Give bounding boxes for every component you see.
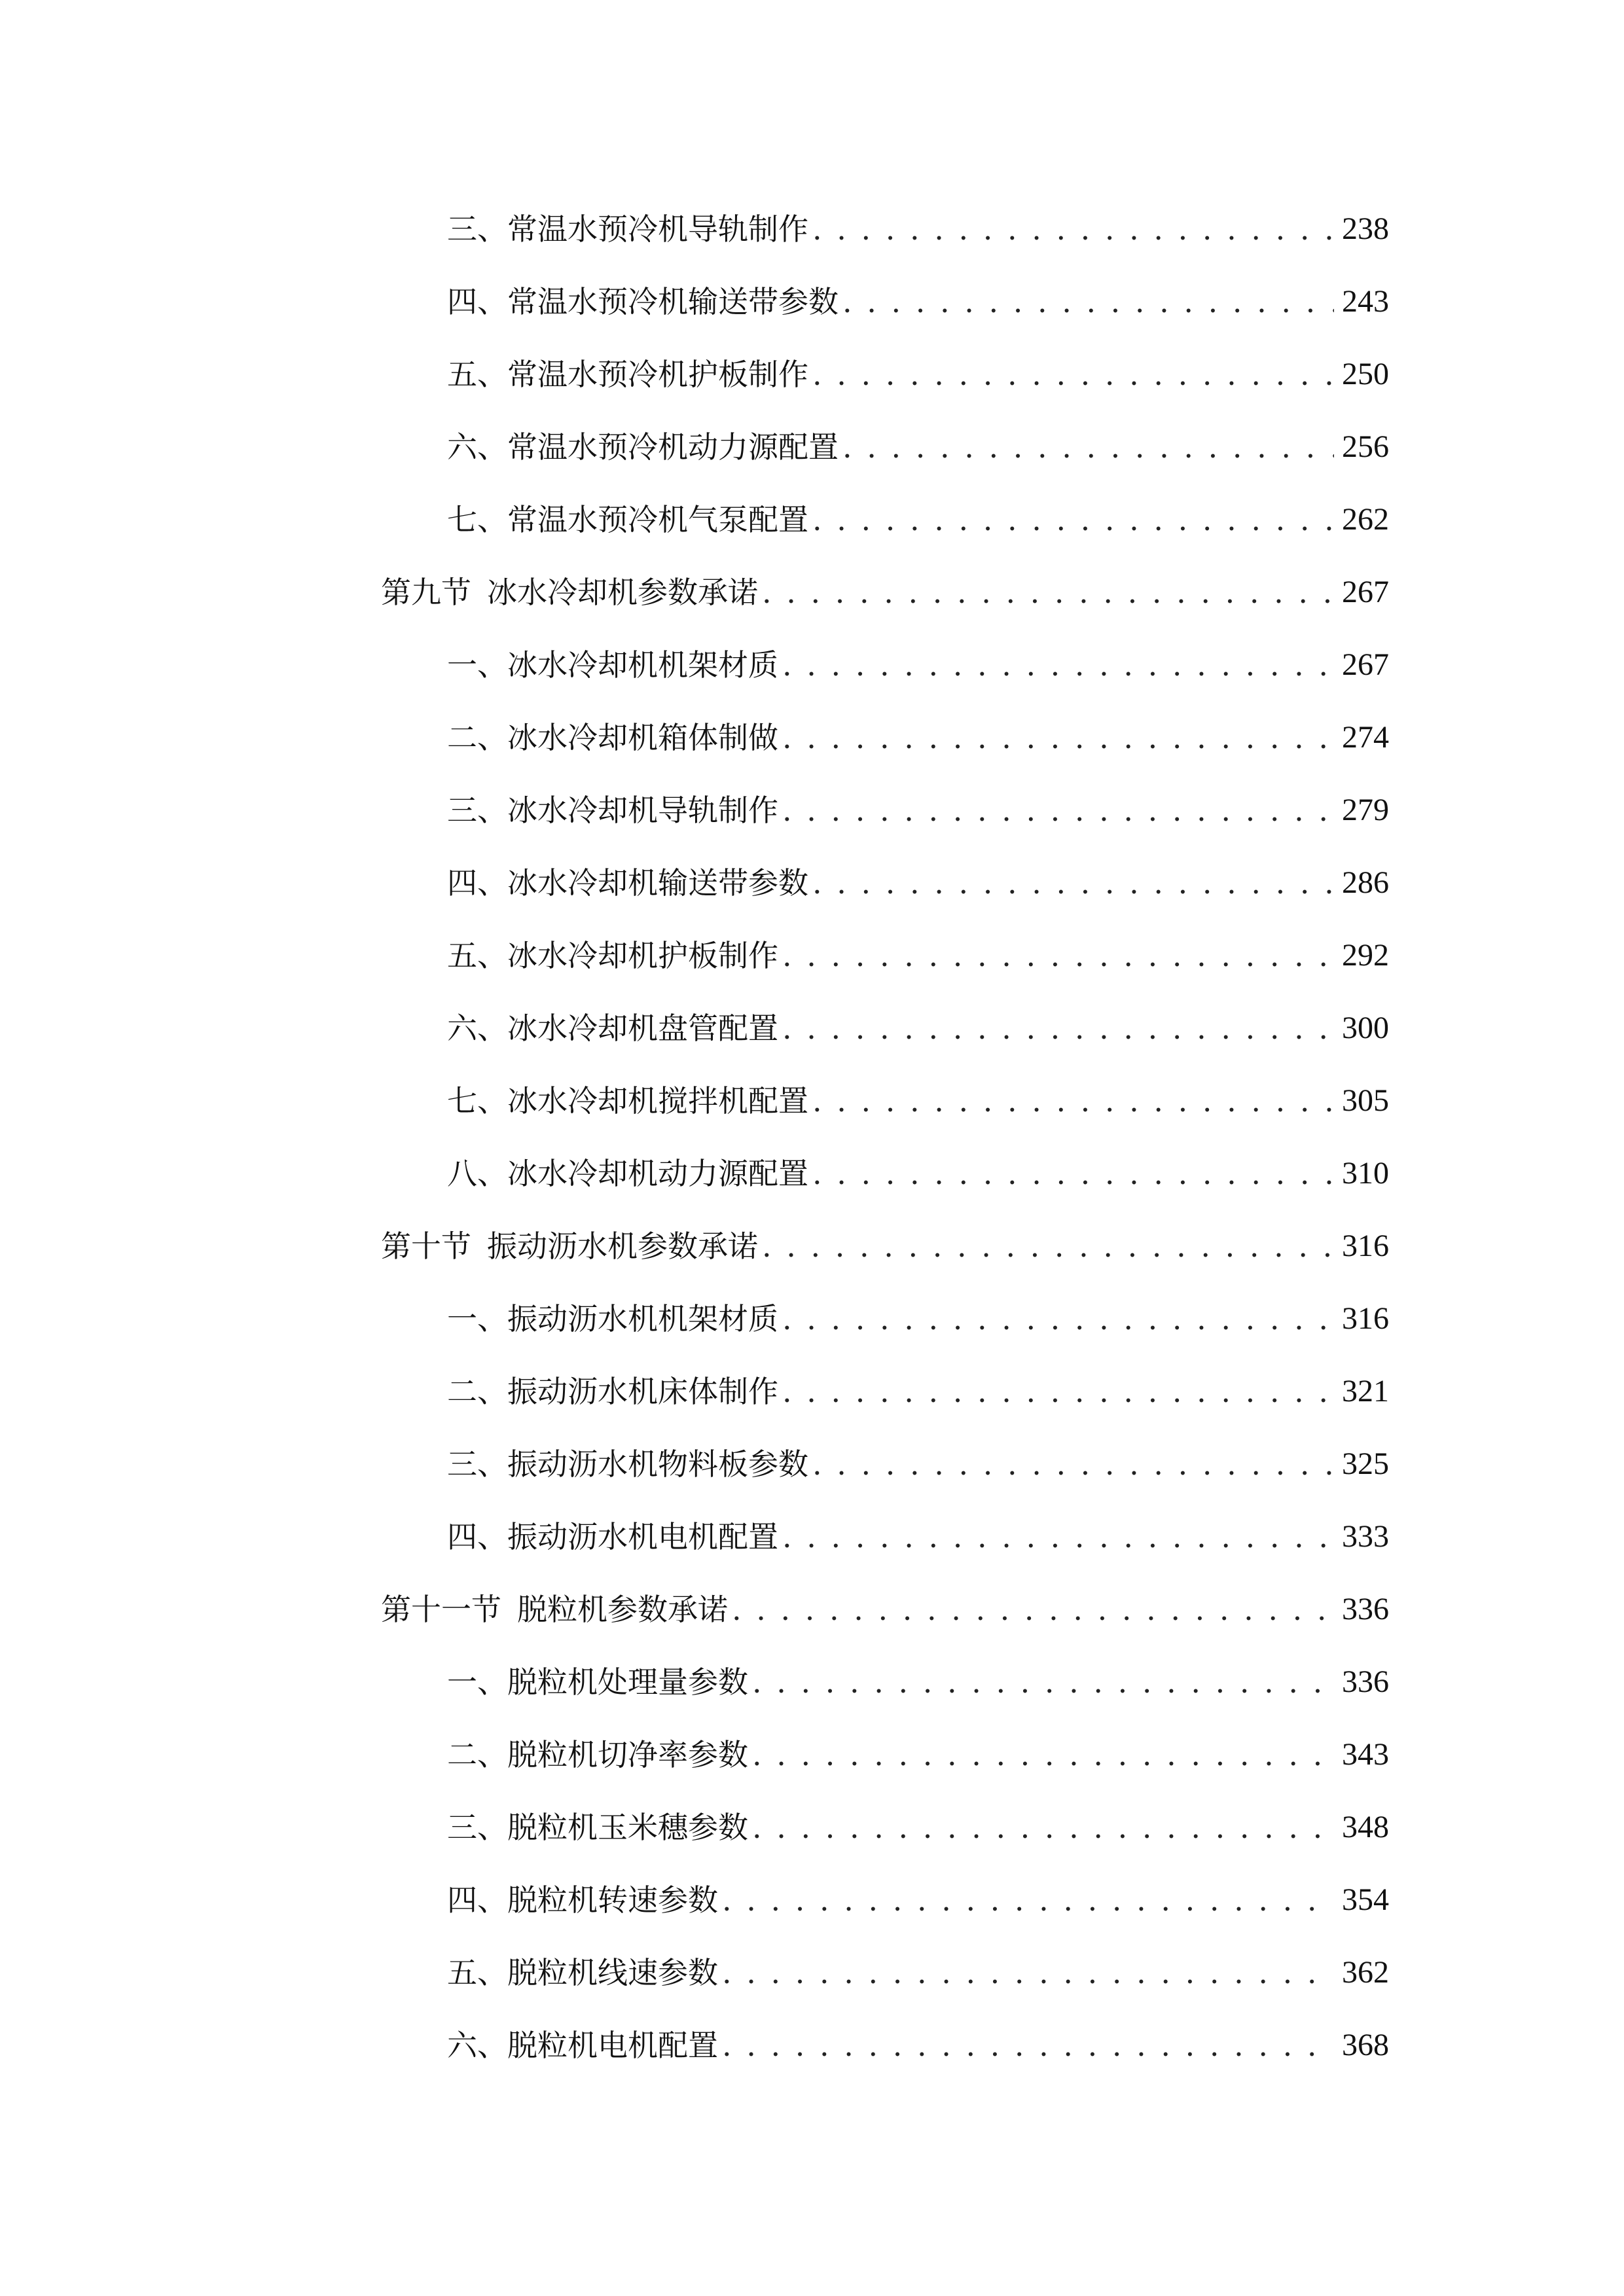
toc-entry-title: 振动沥水机机架材质 (507, 1301, 778, 1336)
toc-entry-number: 六、 (447, 429, 507, 465)
dot-leader (782, 715, 1334, 761)
toc-entry-number: 三、 (447, 1446, 507, 1482)
toc-subsection-entry[interactable] (447, 279, 1389, 325)
toc-section-entry[interactable] (381, 569, 1389, 615)
dot-leader (782, 1514, 1334, 1560)
toc-entry-number: 第十一节 (381, 1592, 501, 1627)
toc-entry-number: 二、 (447, 720, 507, 755)
dot-leader (782, 1296, 1334, 1342)
toc-entry-number: 第九节 (381, 575, 471, 610)
toc-entry-title: 脱粒机电机配置 (507, 2028, 718, 2063)
toc-entry-page: 256 (1342, 429, 1389, 464)
toc-subsection-entry[interactable] (447, 1369, 1389, 1414)
toc-entry-number: 五、 (447, 1955, 507, 1990)
toc-entry-number: 一、 (447, 1301, 507, 1336)
toc-entry-title: 脱粒机线速参数 (507, 1955, 718, 1990)
toc-entry-number: 四、 (447, 865, 507, 901)
toc-entry-title: 振动沥水机电机配置 (507, 1519, 778, 1554)
toc-entry-number: 六、 (447, 1011, 507, 1046)
toc-entry-page: 250 (1342, 357, 1389, 391)
toc-subsection-entry[interactable] (447, 787, 1389, 833)
toc-entry-page: 267 (1342, 647, 1389, 682)
dot-leader (812, 1151, 1334, 1196)
toc-subsection-entry[interactable] (447, 1659, 1389, 1705)
toc-entry-page: 368 (1342, 2028, 1389, 2062)
toc-entry-page: 305 (1342, 1083, 1389, 1118)
dot-leader (782, 1005, 1334, 1051)
toc-subsection-entry[interactable] (447, 1005, 1389, 1051)
toc-entry-page: 279 (1342, 793, 1389, 827)
toc-entry-title: 常温水预冷机动力源配置 (507, 429, 839, 465)
toc-subsection-entry[interactable] (447, 1732, 1389, 1778)
toc-entry-title: 脱粒机处理量参数 (507, 1664, 748, 1700)
dot-leader (812, 206, 1334, 252)
toc-subsection-entry[interactable] (447, 642, 1389, 688)
toc-subsection-entry[interactable] (447, 933, 1389, 978)
toc-entry-number: 三、 (447, 1810, 507, 1845)
toc-subsection-entry[interactable] (447, 1296, 1389, 1342)
toc-subsection-entry[interactable] (447, 1804, 1389, 1850)
toc-entry-title: 冰水冷却机输送带参数 (507, 865, 808, 901)
toc-subsection-entry[interactable] (447, 1078, 1389, 1124)
dot-leader (812, 497, 1334, 543)
toc-entry-number: 三、 (447, 211, 507, 247)
toc-entry-page: 286 (1342, 865, 1389, 900)
dot-leader (812, 860, 1334, 906)
dot-leader (732, 1587, 1334, 1632)
toc-subsection-entry[interactable] (447, 2022, 1389, 2068)
toc-entry-title: 脱粒机切净率参数 (507, 1737, 748, 1772)
toc-entry-title: 冰水冷却机箱体制做 (507, 720, 778, 755)
toc-entry-number: 五、 (447, 357, 507, 392)
toc-entry-page: 243 (1342, 284, 1389, 319)
toc-entry-title: 脱粒机转速参数 (507, 1882, 718, 1918)
toc-entry-title: 振动沥水机物料板参数 (507, 1446, 808, 1482)
dot-leader (842, 424, 1334, 470)
toc-entry-page: 343 (1342, 1737, 1389, 1772)
toc-subsection-entry[interactable] (447, 1950, 1389, 1996)
toc-subsection-entry[interactable] (447, 1877, 1389, 1923)
toc-entry-number: 一、 (447, 1664, 507, 1700)
dot-leader (722, 1877, 1334, 1923)
toc-subsection-entry[interactable] (447, 1441, 1389, 1487)
toc-entry-title: 振动沥水机参数承诺 (487, 1229, 758, 1264)
toc-entry-title: 脱粒机参数承诺 (517, 1592, 728, 1627)
toc-entry-number: 四、 (447, 1519, 507, 1554)
dot-leader (782, 1369, 1334, 1414)
toc-subsection-entry[interactable] (447, 1514, 1389, 1560)
toc-subsection-entry[interactable] (447, 351, 1389, 397)
toc-entry-page: 274 (1342, 720, 1389, 755)
toc-entry-number: 七、 (447, 502, 507, 537)
toc-entry-title: 常温水预冷机气泵配置 (507, 502, 808, 537)
dot-leader (762, 1223, 1334, 1269)
toc-entry-page: 325 (1342, 1446, 1389, 1481)
toc-entry-page: 238 (1342, 211, 1389, 246)
toc-entry-page: 333 (1342, 1519, 1389, 1554)
toc-entry-page: 362 (1342, 1955, 1389, 1990)
toc-entry-title: 脱粒机玉米穗参数 (507, 1810, 748, 1845)
toc-entry-number: 七、 (447, 1083, 507, 1119)
dot-leader (812, 351, 1334, 397)
toc-entry-page: 316 (1342, 1229, 1389, 1263)
toc-entry-title: 冰水冷却机导轨制作 (507, 793, 778, 828)
toc-entry-number: 四、 (447, 284, 507, 319)
toc-entry-title: 常温水预冷机输送带参数 (507, 284, 839, 319)
toc-section-entry[interactable] (381, 1223, 1389, 1269)
dot-leader (762, 569, 1334, 615)
toc-entry-page: 292 (1342, 938, 1389, 973)
toc-entry-page: 310 (1342, 1156, 1389, 1191)
toc-entry-page: 336 (1342, 1664, 1389, 1699)
toc-entry-page: 300 (1342, 1011, 1389, 1045)
toc-entry-number: 一、 (447, 647, 507, 683)
toc-entry-number: 六、 (447, 2028, 507, 2063)
toc-entry-page: 348 (1342, 1810, 1389, 1844)
toc-entry-title: 常温水预冷机护板制作 (507, 357, 808, 392)
toc-subsection-entry[interactable] (447, 424, 1389, 470)
toc-entry-number: 第十节 (381, 1229, 471, 1264)
dot-leader (782, 933, 1334, 978)
toc-entry-number: 五、 (447, 938, 507, 973)
toc-entry-number: 四、 (447, 1882, 507, 1918)
toc-entry-title: 振动沥水机床体制作 (507, 1374, 778, 1409)
toc-entry-number: 二、 (447, 1737, 507, 1772)
dot-leader (752, 1732, 1334, 1778)
dot-leader (812, 1078, 1334, 1124)
dot-leader (722, 2022, 1334, 2068)
toc-section-entry[interactable] (381, 1587, 1389, 1632)
toc-subsection-entry[interactable] (447, 860, 1389, 906)
dot-leader (812, 1441, 1334, 1487)
dot-leader (752, 1659, 1334, 1705)
toc-entry-title: 冰水冷却机盘管配置 (507, 1011, 778, 1046)
toc-entry-number: 八、 (447, 1156, 507, 1191)
toc-entry-title: 冰水冷却机参数承诺 (487, 575, 758, 610)
toc-entry-title: 冰水冷却机机架材质 (507, 647, 778, 683)
dot-leader (782, 642, 1334, 688)
toc-entry-page: 262 (1342, 502, 1389, 537)
toc-subsection-entry[interactable] (447, 206, 1389, 252)
toc-entry-page: 336 (1342, 1592, 1389, 1626)
dot-leader (782, 787, 1334, 833)
toc-entry-title: 冰水冷却机搅拌机配置 (507, 1083, 808, 1119)
toc-entry-page: 321 (1342, 1374, 1389, 1408)
toc-entry-title: 冰水冷却机护板制作 (507, 938, 778, 973)
toc-entry-page: 267 (1342, 575, 1389, 609)
toc-entry-number: 二、 (447, 1374, 507, 1409)
toc-entry-number: 三、 (447, 793, 507, 828)
toc-entry-page: 354 (1342, 1882, 1389, 1917)
dot-leader (752, 1804, 1334, 1850)
toc-entry-page: 316 (1342, 1301, 1389, 1336)
toc-subsection-entry[interactable] (447, 715, 1389, 761)
toc-entry-title: 冰水冷却机动力源配置 (507, 1156, 808, 1191)
toc-entry-title: 常温水预冷机导轨制作 (507, 211, 808, 247)
dot-leader (722, 1950, 1334, 1996)
toc-subsection-entry[interactable] (447, 497, 1389, 543)
dot-leader (842, 279, 1334, 325)
toc-subsection-entry[interactable] (447, 1151, 1389, 1196)
